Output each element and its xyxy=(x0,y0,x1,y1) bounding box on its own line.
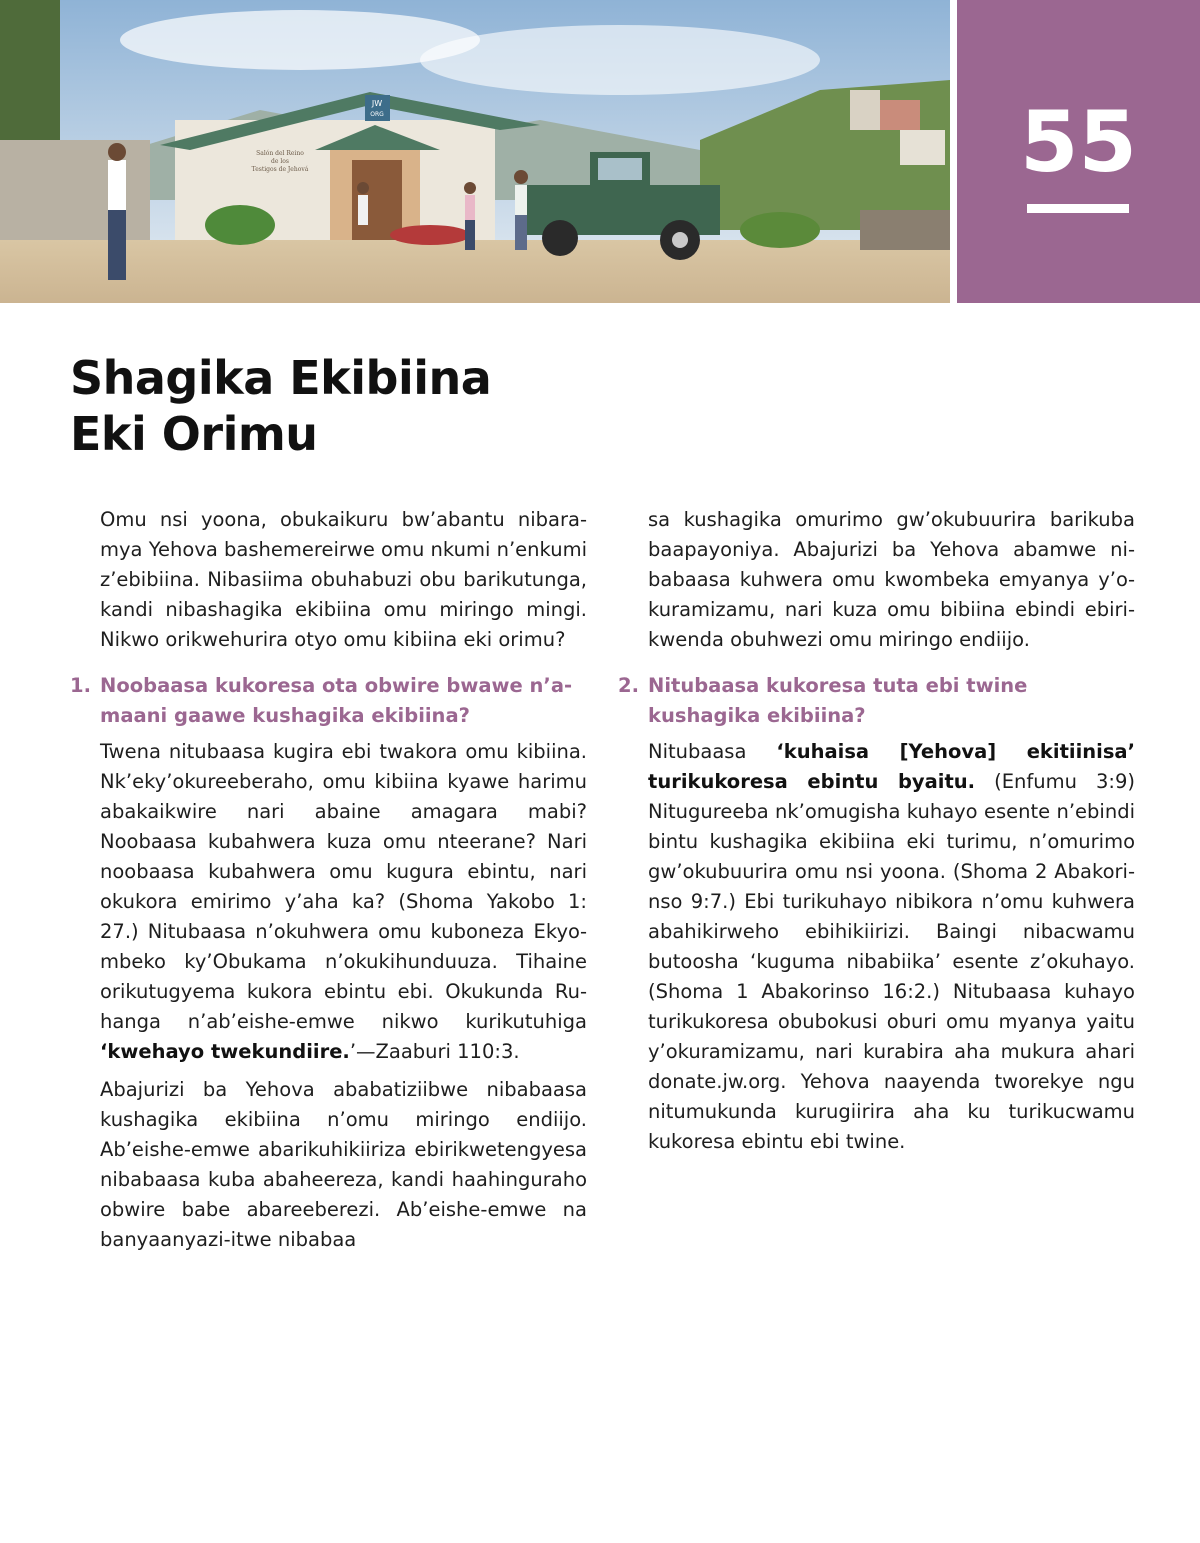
header-image xyxy=(0,0,950,303)
scripture-reference: ’—Zaaburi 110:3. xyxy=(349,1040,520,1063)
question-1 xyxy=(70,671,587,731)
lesson-number-box xyxy=(957,0,1200,303)
kingdom-hall-illustration xyxy=(0,0,950,303)
right-column xyxy=(618,505,1135,1165)
lesson-number-underline xyxy=(1027,204,1129,213)
section-1-paragraph-1 xyxy=(100,737,587,1067)
section-1-paragraph-2: Abajurizi ba Yehova ababatiziibwe nibabaasa kushagika ekibiina n’omu miringo endiijo. Ab’eishe-emwe abarikuhikiiriza ebirikwetengyesa nibabaasa kuba abaheereza, kandi haahinguraho obwire babe abareeberezi. Ab’eishe-emwe na banyaanyazi-itwe nibabaa xyxy=(100,1078,587,1251)
svg-text:de los: de los xyxy=(271,158,289,165)
intro-paragraph: Omu nsi yoona, obukaikuru bw’abantu nibaramya Yehova bashemereirwe omu nkumi n’enkumi z’ebibiina. Nibasiima obuhabuzi obu barikutunga, kandi nibashagika ekibiina omu miringo mingi. Nikwo orikwehurira otyo omu kibiina eki orimu? xyxy=(100,508,587,651)
lesson-number: 55 xyxy=(1020,93,1137,191)
section-2-rest: (Enfumu 3:9) Nitugureeba nk’omugisha kuhayo esente n’ebindi bintu kushagika ekibiina eki turimu, n’omurimo gw’okubuurira omu nsi yoona. (Shoma 2 Abakorinso 9:7.) Ebi turikuhayo nibikora n’omu kuhwera abahikirweho ebihikiirizi. Baingi nibacwamu butoosha ‘kuguma nibabiika’ esente z’okuhayo. (Shoma 1 Abakorinso 16:2.) Nitubaasa kuhayo turikukoresa obubokusi oburi omu myanya yaitu y’okuramizamu, nari kurabira aha mukura ahari donate.jw.org. Yehova naayenda tworekye ngu nitumukunda kurugiirira aha ku turikucwamu kukoresa ebintu ebi twine. xyxy=(648,770,1135,1153)
title-line-1: Shagika Ekibiina xyxy=(70,351,492,405)
question-1-text: Noobaasa kukoresa ota obwire bwawe n’amaani gaawe kushagika ekibiina? xyxy=(100,674,573,727)
page-title xyxy=(70,350,491,462)
section-2-paragraph-1 xyxy=(648,737,1135,1157)
question-2-text: Nitubaasa kukoresa tuta ebi twine kushagika ekibiina? xyxy=(648,674,1028,727)
question-2 xyxy=(618,671,1135,731)
section-2-lead: Nitubaasa xyxy=(648,740,777,763)
svg-text:Testigos de Jehová: Testigos de Jehová xyxy=(251,166,309,173)
question-2-number: 2. xyxy=(618,674,639,697)
left-column xyxy=(70,505,587,1263)
section-1-paragraph-1-text: Twena nitubaasa kugira ebi twakora omu kibiina. Nk’eky’okureeberaho, omu kibiina kyawe harimu abakaikwire nari abaine amagara mabi? Noobaasa kubahwera kuza omu nteerane? Nari noobaasa kubahwera omu kugura ebintu, nari okukora emirimo y’aha ka? (Shoma Yakobo 1: 27.) Nitubaasa n’okuhwera omu kuboneza Ekyombeko ky’Obukama n’okukihunduuza. Tihaine orikutugyema kukora ebintu ebi. Okukunda Ruhanga n’ab’eishe-emwe nikwo kurikutuhiga xyxy=(100,740,587,1033)
question-1-number: 1. xyxy=(70,674,91,697)
svg-text:Salón del Reino: Salón del Reino xyxy=(256,150,304,157)
section-1-paragraph-2-continued: sa kushagika omurimo gw’okubuurira barikuba baapayoniya. Abajurizi ba Yehova abamwe nibabaasa kuhwera omu kwombeka emyanya y’okuramizamu, nari kuza omu bibiina ebindi ebirikwenda obuhwezi omu miringo endiijo. xyxy=(648,508,1135,651)
section-2-bold: ‘kuhaisa [Yehova] ekitiinisa’ turikukoresa ebintu byaitu. xyxy=(648,740,1135,793)
svg-text:JW: JW xyxy=(371,99,383,108)
section-1-paragraph-1-bold: ‘kwehayo twekundiire. xyxy=(100,1040,350,1063)
title-line-2: Eki Orimu xyxy=(70,407,318,461)
svg-text:ORG: ORG xyxy=(370,111,384,118)
